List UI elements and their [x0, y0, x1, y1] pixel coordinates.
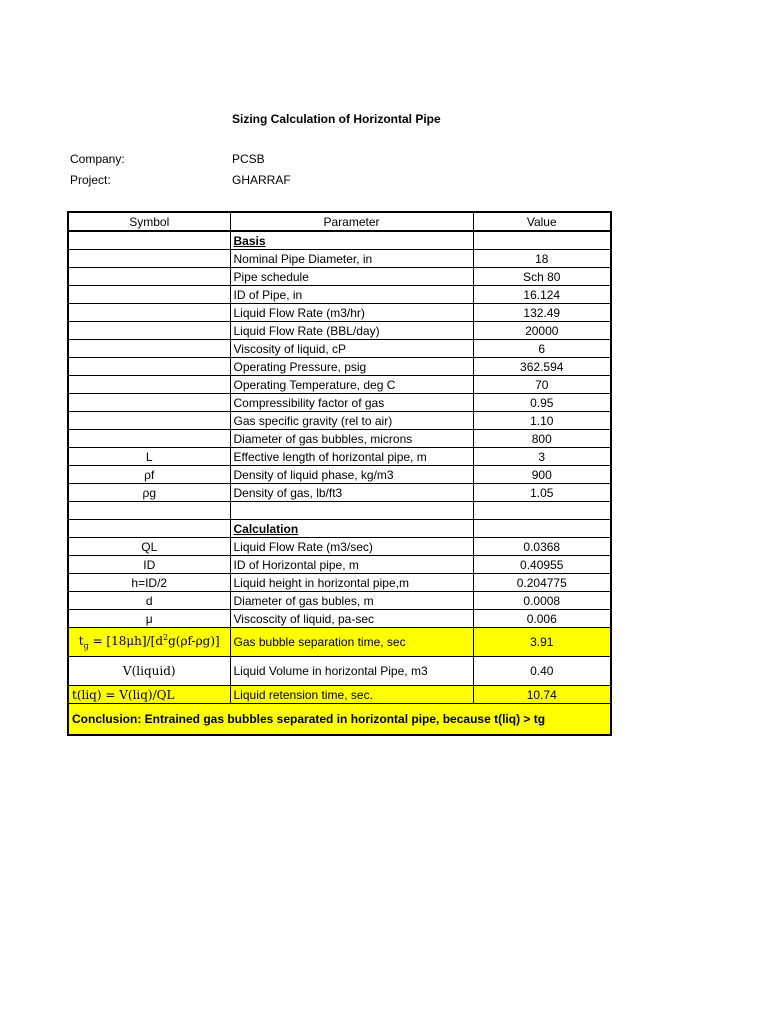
cell-symbol	[68, 340, 230, 358]
cell-value: 1.10	[473, 412, 611, 430]
cell-symbol: ρg	[68, 484, 230, 502]
calc-row	[68, 574, 611, 592]
cell-value: 0.0368	[473, 538, 611, 556]
cell-symbol: L	[68, 448, 230, 466]
tg-symbol: $t_g = [18\mu h]/[d^2g(\rho f-\rho g)]$	[68, 628, 230, 657]
vliq-parameter: Liquid Volume in horizontal Pipe, m3	[230, 657, 473, 686]
cell-parameter: ID of Pipe, in	[230, 286, 473, 304]
cell-symbol: QL	[68, 538, 230, 556]
calc-row	[68, 556, 611, 574]
cell-value: 3	[473, 448, 611, 466]
basis-label: Basis	[230, 231, 473, 250]
cell-parameter: Liquid height in horizontal pipe,m	[230, 574, 473, 592]
header-value: Value	[473, 212, 611, 231]
calculation-table	[67, 211, 612, 736]
basis-row	[68, 358, 611, 376]
basis-row	[68, 304, 611, 322]
tliq-parameter: Liquid retension time, sec.	[230, 686, 473, 704]
cell-value: 900	[473, 466, 611, 484]
cell-value: 20000	[473, 322, 611, 340]
cell-value: 132.49	[473, 304, 611, 322]
cell-parameter: Viscosity of liquid, cP	[230, 340, 473, 358]
calculation-section-row	[68, 520, 611, 538]
conclusion-text: Conclusion: Entrained gas bubbles separated in horizontal pipe, because t(liq) > tg	[68, 704, 611, 736]
basis-row	[68, 430, 611, 448]
basis-row	[68, 340, 611, 358]
cell-parameter: Operating Temperature, deg C	[230, 376, 473, 394]
cell-parameter: Viscoscity of liquid, pa-sec	[230, 610, 473, 628]
tliq-symbol: t(liq) = V(liq)/QL	[68, 686, 230, 704]
cell-value: 0.204775	[473, 574, 611, 592]
conclusion-row	[68, 704, 611, 736]
basis-section-row	[68, 231, 611, 250]
cell-symbol: h=ID/2	[68, 574, 230, 592]
cell-symbol	[68, 268, 230, 286]
basis-row	[68, 268, 611, 286]
vliq-value: 0.40	[473, 657, 611, 686]
cell-parameter: Nominal Pipe Diameter, in	[230, 250, 473, 268]
calc-row	[68, 610, 611, 628]
tg-parameter: Gas bubble separation time, sec	[230, 628, 473, 657]
cell-parameter: ID of Horizontal pipe, m	[230, 556, 473, 574]
basis-row	[68, 448, 611, 466]
basis-row	[68, 322, 611, 340]
cell-parameter: Liquid Flow Rate (m3/sec)	[230, 538, 473, 556]
cell-value: 0.95	[473, 394, 611, 412]
header-parameter: Parameter	[230, 212, 473, 231]
blank-row	[68, 502, 611, 520]
cell-symbol	[68, 322, 230, 340]
cell-parameter: Liquid Flow Rate (m3/hr)	[230, 304, 473, 322]
tliq-row	[68, 686, 611, 704]
company-label: Company:	[70, 152, 125, 166]
tliq-value: 10.74	[473, 686, 611, 704]
cell-parameter: Density of liquid phase, kg/m3	[230, 466, 473, 484]
vliq-symbol: V(liquid)	[68, 657, 230, 686]
header-symbol: Symbol	[68, 212, 230, 231]
tg-value: 3.91	[473, 628, 611, 657]
cell-parameter: Diameter of gas bubles, m	[230, 592, 473, 610]
vliq-row	[68, 657, 611, 686]
basis-row	[68, 466, 611, 484]
cell-symbol	[68, 286, 230, 304]
cell-parameter: Compressibility factor of gas	[230, 394, 473, 412]
basis-row	[68, 286, 611, 304]
cell-value: 1.05	[473, 484, 611, 502]
cell-parameter: Diameter of gas bubbles, microns	[230, 430, 473, 448]
table-header-row	[68, 212, 611, 231]
cell-symbol	[68, 358, 230, 376]
cell-value: 18	[473, 250, 611, 268]
calculation-label: Calculation	[230, 520, 473, 538]
cell-parameter: Pipe schedule	[230, 268, 473, 286]
cell-parameter: Operating Pressure, psig	[230, 358, 473, 376]
cell-parameter: Density of gas, lb/ft3	[230, 484, 473, 502]
document-title: Sizing Calculation of Horizontal Pipe	[232, 112, 441, 126]
cell-symbol: ID	[68, 556, 230, 574]
basis-row	[68, 394, 611, 412]
basis-row	[68, 484, 611, 502]
calc-row	[68, 538, 611, 556]
cell-symbol	[68, 250, 230, 268]
cell-value: 362.594	[473, 358, 611, 376]
project-label: Project:	[70, 173, 111, 187]
calc-row	[68, 592, 611, 610]
cell-symbol: ρf	[68, 466, 230, 484]
cell-symbol	[68, 394, 230, 412]
cell-symbol	[68, 412, 230, 430]
basis-row	[68, 250, 611, 268]
cell-symbol: d	[68, 592, 230, 610]
cell-value: 0.40955	[473, 556, 611, 574]
basis-row	[68, 412, 611, 430]
project-value: GHARRAF	[232, 173, 291, 187]
tg-row	[68, 628, 611, 657]
basis-row	[68, 376, 611, 394]
cell-symbol: μ	[68, 610, 230, 628]
cell-parameter: Liquid Flow Rate (BBL/day)	[230, 322, 473, 340]
company-value: PCSB	[232, 152, 265, 166]
cell-value: 800	[473, 430, 611, 448]
cell-symbol	[68, 304, 230, 322]
cell-symbol	[68, 376, 230, 394]
cell-parameter: Effective length of horizontal pipe, m	[230, 448, 473, 466]
cell-value: Sch 80	[473, 268, 611, 286]
cell-value: 70	[473, 376, 611, 394]
cell-parameter: Gas specific gravity (rel to air)	[230, 412, 473, 430]
cell-value: 0.0008	[473, 592, 611, 610]
cell-symbol	[68, 430, 230, 448]
cell-value: 0.006	[473, 610, 611, 628]
cell-value: 6	[473, 340, 611, 358]
cell-value: 16.124	[473, 286, 611, 304]
